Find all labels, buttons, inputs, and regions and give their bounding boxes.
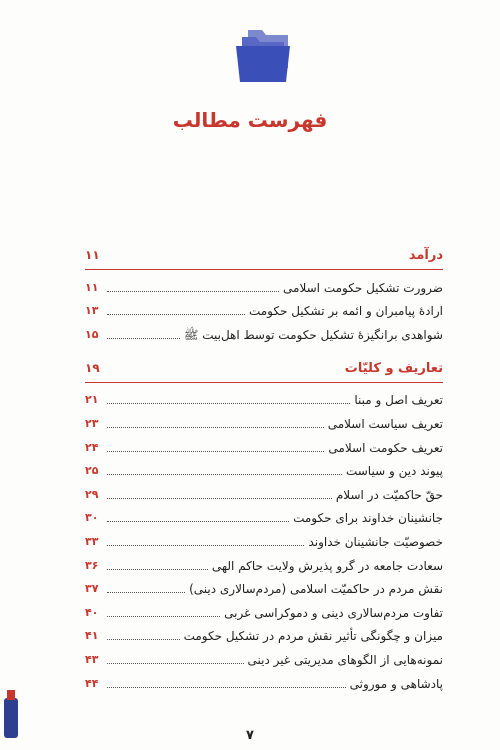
toc-entry-page: ۱۵: [85, 327, 99, 341]
toc-entry-page: ۳۳: [85, 534, 99, 548]
dot-leader: [107, 687, 346, 688]
dot-leader: [107, 314, 245, 315]
toc-entry-title: حقّ حاکمیّت در اسلام: [335, 487, 443, 502]
section-rule: [85, 382, 443, 383]
dot-leader: [107, 403, 350, 404]
section-heading: [85, 361, 443, 383]
toc-entry[interactable]: [85, 385, 443, 409]
section-page-number: ۱۱: [85, 248, 100, 262]
toc-entry-page: ۴۱: [85, 629, 99, 643]
toc-entry-page: ۳۶: [85, 558, 99, 572]
toc-section: [85, 361, 443, 692]
toc-entry[interactable]: [85, 574, 443, 598]
toc-entry-title: پادشاهی و موروثی: [349, 676, 443, 691]
toc-entry-page: ۲۳: [85, 416, 99, 430]
toc-entry[interactable]: [85, 621, 443, 645]
toc-entry-title: ارادهٔ پیامبران و ائمه بر تشکیل حکومت: [248, 304, 443, 319]
toc-entry-page: ۲۹: [85, 487, 99, 501]
dot-leader: [107, 616, 220, 617]
toc-entry[interactable]: [85, 432, 443, 456]
toc-entry[interactable]: [85, 408, 443, 432]
section-title: درآمد: [408, 248, 443, 263]
dot-leader: [107, 592, 185, 593]
toc-entry-title: میزان و چگونگی تأثیر نقش مردم در تشکیل حکومت: [183, 629, 443, 644]
toc-entry-title: سعادت جامعه در گرو پذیرش ولایت حاکم الهی: [211, 558, 443, 573]
dot-leader: [107, 663, 244, 664]
page-title: فهرست مطالب: [172, 108, 328, 132]
toc-entry-page: ۲۴: [85, 440, 99, 454]
dot-leader: [107, 427, 324, 428]
toc-entry-title: نمونه‌هایی از الگوهای مدیریتی غیر دینی: [247, 652, 443, 667]
toc-entry-title: شواهدی برانگیزهٔ تشکیل حکومت توسط اهل‌بیت ﷺ: [183, 327, 443, 342]
dot-leader: [107, 451, 324, 452]
toc-entry-title: خصوصیّت جانشینان خداوند: [308, 534, 443, 549]
toc-entry-title: تعریف سیاست اسلامی: [327, 416, 443, 431]
toc-entry[interactable]: [85, 456, 443, 480]
toc-section: [85, 248, 443, 343]
toc-entry-page: ۴۰: [85, 605, 99, 619]
toc-entry[interactable]: [85, 479, 443, 503]
toc-entry[interactable]: [85, 597, 443, 621]
dot-leader: [107, 498, 332, 499]
dot-leader: [107, 569, 208, 570]
toc-entry-title: تعریف حکومت اسلامی: [328, 440, 443, 455]
section-heading: [85, 248, 443, 270]
toc-entry[interactable]: [85, 503, 443, 527]
toc-entry-title: پیوند دین و سیاست: [345, 464, 443, 479]
toc-entry-page: ۱۳: [85, 304, 99, 318]
dot-leader: [107, 291, 279, 292]
toc-entry-page: ۴۴: [85, 676, 99, 690]
toc-entry[interactable]: [85, 644, 443, 668]
toc-entry[interactable]: [85, 668, 443, 692]
toc-entry-page: ۳۰: [85, 511, 99, 525]
toc-entry[interactable]: [85, 550, 443, 574]
toc-entry-title: تفاوت مردم‌سالاری دینی و دموکراسی غربی: [224, 605, 443, 620]
dot-leader: [107, 521, 289, 522]
section-page-number: ۱۹: [85, 360, 100, 375]
toc-entry[interactable]: [85, 526, 443, 550]
toc-entry-title: تعریف اصل و مبنا: [354, 393, 443, 408]
toc-entry-title: جانشینان خداوند برای حکومت: [293, 511, 443, 526]
dot-leader: [107, 639, 180, 640]
toc-entry-page: ۱۱: [85, 280, 99, 294]
toc-entry[interactable]: [85, 296, 443, 320]
section-rule: [85, 269, 443, 270]
page-number: ۷: [246, 728, 254, 743]
section-title: تعاریف و کلیّات: [344, 360, 443, 376]
toc-entry[interactable]: [85, 272, 443, 296]
toc-entry-title: نقش مردم در حاکمیّت اسلامی (مردم‌سالاری دینی): [189, 582, 443, 597]
dot-leader: [107, 474, 342, 475]
toc-entry-page: ۲۱: [85, 393, 99, 407]
publisher-logo-icon: [0, 688, 22, 744]
toc-entry-title: ضرورت تشکیل حکومت اسلامی: [283, 280, 443, 295]
dot-leader: [107, 338, 180, 339]
toc-entry-page: ۲۵: [85, 464, 99, 478]
toc-entry[interactable]: [85, 319, 443, 343]
toc-entry-page: ۴۳: [85, 652, 99, 666]
dot-leader: [107, 545, 304, 546]
toc-entry-page: ۳۷: [85, 582, 99, 596]
toc-sections: [85, 248, 443, 710]
folder-icon: [232, 28, 296, 84]
